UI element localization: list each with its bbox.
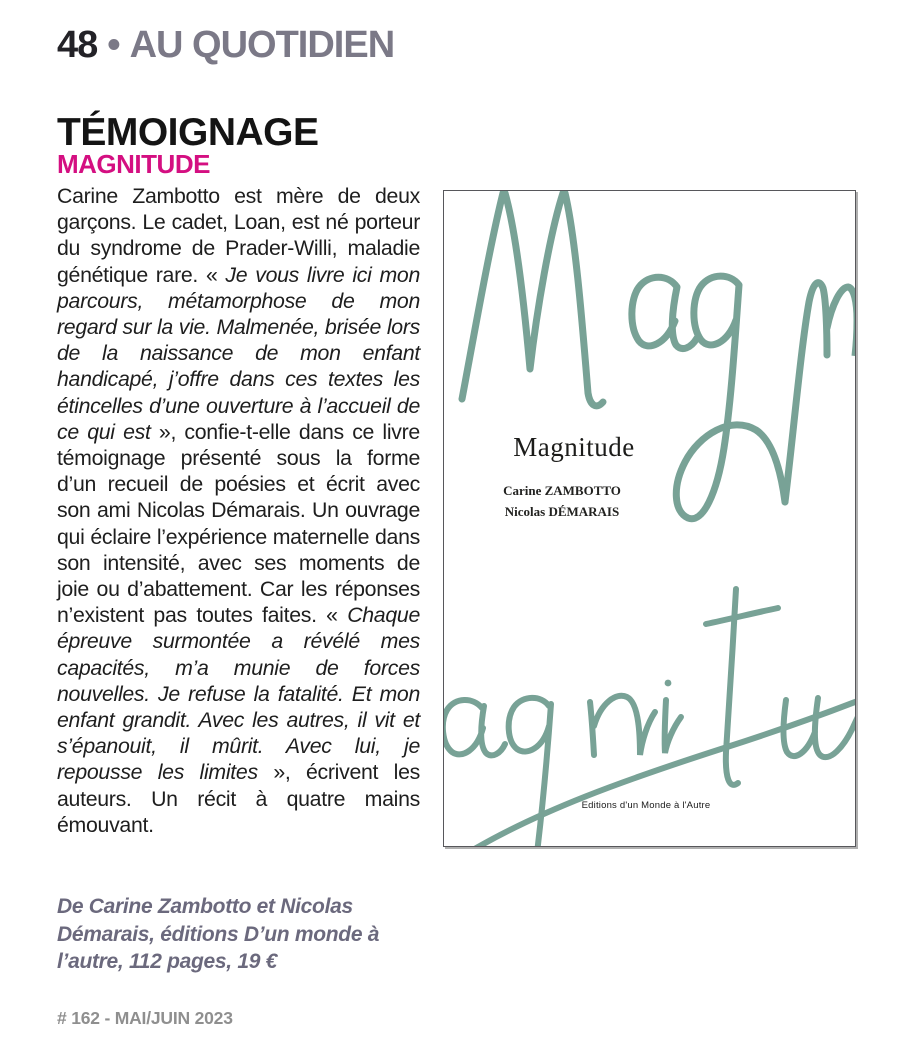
article-kicker: TÉMOIGNAGE [57,111,319,154]
cover-publisher: Editions d'un Monde à l'Autre [581,800,711,811]
issue-footer: # 162 - MAI/JUIN 2023 [57,1008,233,1028]
bullet-separator: • [107,24,120,66]
cover-title: Magnitude [513,432,635,462]
script-letter-a [632,277,697,348]
section-title: AU QUOTIDIEN [129,24,395,66]
book-credit-line: De Carine Zambotto et Nicolas Démarais, éditions D’un monde à l’autre, 112 pages, 19 € [57,895,380,973]
script-magn-top [462,193,856,519]
script-i-dot [665,680,672,687]
script-letter-g [676,276,785,519]
body-quote-segment: Chaque épreuve surmontée a révélé mes capacités, m’a munie de forces nouvelles. Je refuse la fatalité. Et mon enfant grandit. Avec les autres, il vit et s’épanouit, il mûrit. Avec lui, je repousse les limites [57,603,420,785]
body-text-segment: Carine Zambotto est mère de deux garçons. Le cadet, Loan, est né porteur du syndrome de Prader-Willi, maladie génétique rare. « [57,184,420,287]
book-cover [443,190,856,847]
script-letter-M [462,193,603,406]
script-letter-n2 [590,696,655,755]
page-header [57,24,394,67]
cover-author-2: Nicolas DÉMARAIS [504,504,620,519]
body-text-segment: », écrivent les auteurs. Un récit à quatre mains émouvant. [57,760,421,837]
script-letter-n [785,283,856,502]
page-number: 48 [57,24,98,66]
body-quote-segment: Je vous livre ici mon parcours, métamorphose de mon regard sur la vie. Malmenée, brisée lors de la naissance de mon enfant handicapé, j’offre dans ces textes les étincelles d’une ouverture à l’accueil de ce qui est [57,262,421,444]
body-text-segment: », confie-t-elle dans ce livre témoignage présenté sous la forme d’un recueil de poésies et écrit avec son ami Nicolas Démarais. Un ouvrage qui éclaire l’expérience maternelle dans son intensité, avec ses moments de joie ou d’abattement. Car les réponses n’existent pas toutes faites. « [57,419,420,628]
article-body [57,183,420,838]
cover-authors [490,480,634,522]
script-letter-t [706,589,778,785]
article-title: MAGNITUDE [57,149,210,179]
cover-author-1: Carine ZAMBOTTO [503,483,621,498]
script-letter-i [665,700,681,753]
script-letter-a2 [443,700,505,755]
